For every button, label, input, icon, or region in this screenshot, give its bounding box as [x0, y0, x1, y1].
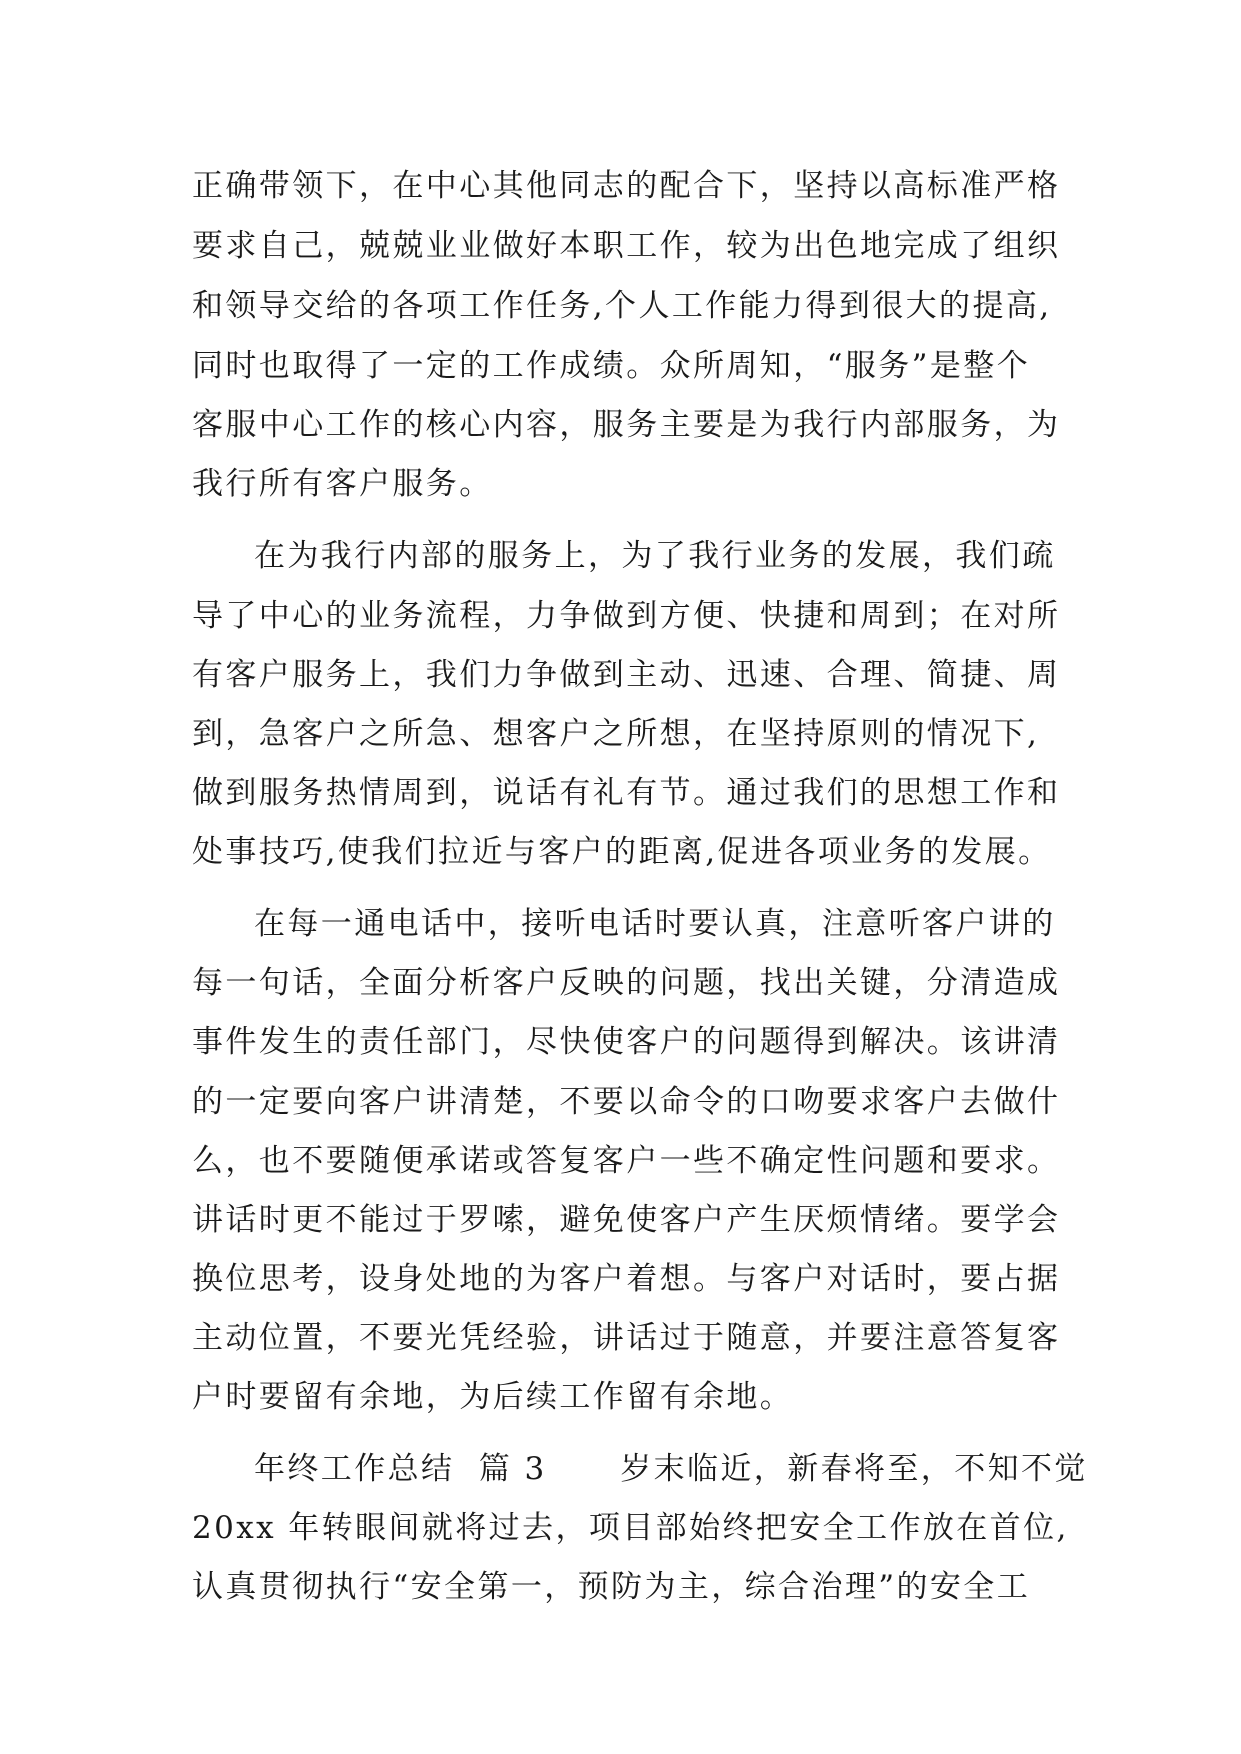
text-line: 讲话时更不能过于罗嗦，避免使客户产生厌烦情绪。要学会 [192, 1202, 1061, 1238]
text-line: 和领导交给的各项工作任务,个人工作能力得到很大的提高, [192, 288, 1052, 324]
text-line: 的一定要向客户讲清楚，不要以命令的口吻要求客户去做什 [192, 1084, 1061, 1120]
text-line: 正确带领下，在中心其他同志的配合下，坚持以高标准严格 [192, 168, 1061, 204]
text-line: 要求自己，兢兢业业做好本职工作，较为出色地完成了组织 [192, 228, 1061, 264]
text-line: 有客户服务上，我们力争做到主动、迅速、合理、简捷、周 [192, 657, 1061, 693]
text-line: 每一句话，全面分析客户反映的问题，找出关键，分清造成 [192, 965, 1061, 1001]
text-line: 事件发生的责任部门，尽快使客户的问题得到解决。该讲清 [192, 1024, 1061, 1060]
text-line: 么，也不要随便承诺或答复客户一些不确定性问题和要求。 [192, 1143, 1061, 1179]
text-line: 导了中心的业务流程，力争做到方便、快捷和周到；在对所 [192, 598, 1061, 634]
paragraph-start-line: 在为我行内部的服务上，为了我行业务的发展，我们疏 [254, 538, 1056, 574]
paragraph-start-line: 在每一通电话中，接听电话时要认真，注意听客户讲的 [254, 906, 1056, 942]
text-line: 换位思考，设身处地的为客户着想。与客户对话时，要占据 [192, 1261, 1061, 1297]
text-line: 20xx 年转眼间就将过去，项目部始终把安全工作放在首位, [192, 1510, 1069, 1546]
text-line: 客服中心工作的核心内容，服务主要是为我行内部服务，为 [192, 407, 1061, 443]
text-line: 主动位置，不要光凭经验，讲话过于随意，并要注意答复客 [192, 1320, 1061, 1356]
text-line: 到，急客户之所急、想客户之所想，在坚持原则的情况下, [192, 716, 1040, 752]
text-line: 户时要留有余地，为后续工作留有余地。 [192, 1379, 794, 1415]
text-line: 做到服务热情周到，说话有礼有节。通过我们的思想工作和 [192, 775, 1061, 811]
text-line: 处事技巧,使我们拉近与客户的距离,促进各项业务的发展。 [192, 834, 1052, 870]
text-line: 同时也取得了一定的工作成绩。众所周知，“服务”是整个 [192, 348, 1031, 384]
section-heading-line: 年终工作总结 篇 3 岁末临近，新春将至，不知不觉 [254, 1451, 1088, 1487]
text-line: 我行所有客户服务。 [192, 466, 493, 502]
text-line: 认真贯彻执行“安全第一，预防为主，综合治理”的安全工 [192, 1569, 1031, 1605]
